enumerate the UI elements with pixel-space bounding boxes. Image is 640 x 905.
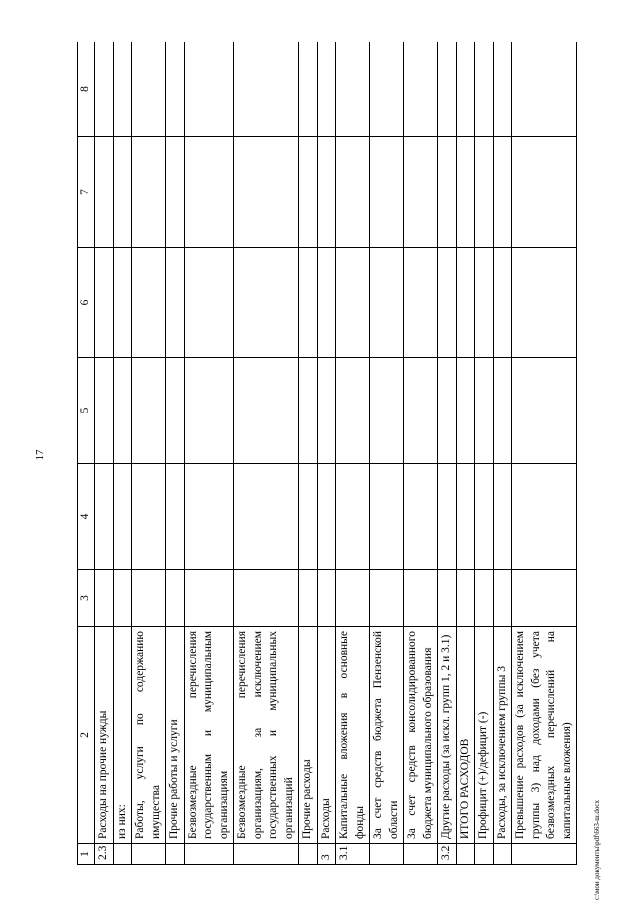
value-cell	[370, 358, 404, 464]
row-number-cell: 3.1	[336, 844, 370, 865]
value-cell	[132, 358, 166, 464]
header-cell: 7	[78, 137, 95, 248]
value-cell	[404, 358, 438, 464]
header-cell: 5	[78, 358, 95, 464]
value-cell	[132, 137, 166, 248]
row-number-cell	[512, 844, 577, 865]
value-cell	[317, 137, 336, 248]
value-cell	[299, 358, 318, 464]
expenses-table	[77, 42, 577, 865]
value-cell	[113, 464, 132, 570]
row-label-cell: Капитальные вложения в основные фонды	[336, 627, 370, 844]
value-cell	[317, 42, 336, 137]
row-number-cell	[456, 844, 475, 865]
header-cell: 3	[78, 570, 95, 627]
value-cell	[184, 137, 234, 248]
value-cell	[475, 137, 494, 248]
value-cell	[475, 42, 494, 137]
value-cell	[512, 248, 577, 358]
table-row	[317, 42, 336, 865]
value-cell	[336, 570, 370, 627]
row-label-cell: Прочие расходы	[299, 627, 318, 844]
table-row	[184, 42, 234, 865]
value-cell	[456, 42, 475, 137]
value-cell	[299, 42, 318, 137]
table-row	[113, 42, 132, 865]
value-cell	[475, 358, 494, 464]
value-cell	[166, 570, 185, 627]
value-cell	[299, 137, 318, 248]
row-number-cell: 2.3	[95, 844, 114, 865]
table-row	[336, 42, 370, 865]
value-cell	[299, 570, 318, 627]
row-label-cell: Прочие работы и услуги	[166, 627, 185, 844]
header-cell: 8	[78, 42, 95, 137]
value-cell	[336, 137, 370, 248]
row-number-cell	[234, 844, 299, 865]
value-cell	[166, 248, 185, 358]
row-label-cell: ИТОГО РАСХОДОВ	[456, 627, 475, 844]
header-cell: 6	[78, 248, 95, 358]
value-cell	[234, 464, 299, 570]
row-label-cell: Безвозмездные перечисления организациям, за исключением государственных и муниципальных организаций	[234, 627, 299, 844]
value-cell	[456, 358, 475, 464]
value-cell	[95, 137, 114, 248]
value-cell	[95, 42, 114, 137]
value-cell	[317, 248, 336, 358]
value-cell	[456, 248, 475, 358]
value-cell	[336, 42, 370, 137]
value-cell	[493, 464, 512, 570]
row-label-cell: За счет средств бюджета Пензенской области	[370, 627, 404, 844]
row-label-cell: Безвозмездные перечисления государственным и муниципальным организациям	[184, 627, 234, 844]
value-cell	[493, 570, 512, 627]
value-cell	[404, 570, 438, 627]
value-cell	[493, 137, 512, 248]
row-number-cell: 3.2	[438, 844, 457, 865]
table-row	[370, 42, 404, 865]
value-cell	[512, 42, 577, 137]
value-cell	[234, 358, 299, 464]
value-cell	[166, 42, 185, 137]
value-cell	[475, 464, 494, 570]
value-cell	[166, 137, 185, 248]
value-cell	[95, 358, 114, 464]
header-cell: 2	[78, 627, 95, 844]
row-number-cell	[493, 844, 512, 865]
value-cell	[234, 137, 299, 248]
rotated-table	[77, 42, 577, 865]
table-row	[404, 42, 438, 865]
value-cell	[438, 42, 457, 137]
value-cell	[132, 464, 166, 570]
value-cell	[113, 248, 132, 358]
value-cell	[132, 570, 166, 627]
header-cell: 1	[78, 844, 95, 865]
value-cell	[299, 464, 318, 570]
row-number-cell	[404, 844, 438, 865]
value-cell	[336, 358, 370, 464]
value-cell	[438, 137, 457, 248]
value-cell	[438, 570, 457, 627]
table-row	[299, 42, 318, 865]
value-cell	[113, 570, 132, 627]
value-cell	[512, 358, 577, 464]
row-number-cell	[370, 844, 404, 865]
value-cell	[370, 42, 404, 137]
row-label-cell: Профицит (+)/дефицит (-)	[475, 627, 494, 844]
table-row	[475, 42, 494, 865]
row-label-cell: из них:	[113, 627, 132, 844]
value-cell	[438, 248, 457, 358]
value-cell	[404, 42, 438, 137]
row-label-cell: Другие расходы (за искл. групп 1, 2 и 3.1)	[438, 627, 457, 844]
value-cell	[184, 248, 234, 358]
value-cell	[317, 464, 336, 570]
row-label-cell: Расходы	[317, 627, 336, 844]
value-cell	[336, 464, 370, 570]
row-label-cell: Расходы на прочие нужды	[95, 627, 114, 844]
value-cell	[404, 137, 438, 248]
row-number-cell	[113, 844, 132, 865]
value-cell	[184, 358, 234, 464]
value-cell	[113, 137, 132, 248]
table-row	[132, 42, 166, 865]
value-cell	[370, 248, 404, 358]
value-cell	[95, 464, 114, 570]
value-cell	[456, 570, 475, 627]
value-cell	[512, 137, 577, 248]
value-cell	[299, 248, 318, 358]
value-cell	[234, 570, 299, 627]
value-cell	[184, 464, 234, 570]
value-cell	[512, 570, 577, 627]
value-cell	[438, 464, 457, 570]
page-number: 17	[34, 449, 46, 461]
value-cell	[166, 358, 185, 464]
row-number-cell	[132, 844, 166, 865]
header-row	[78, 42, 95, 865]
table-row	[493, 42, 512, 865]
value-cell	[404, 248, 438, 358]
row-label-cell: Расходы, за исключением группы 3	[493, 627, 512, 844]
table-row	[512, 42, 577, 865]
value-cell	[370, 570, 404, 627]
table-row	[234, 42, 299, 865]
row-number-cell: 3	[317, 844, 336, 865]
value-cell	[113, 358, 132, 464]
table-container	[77, 42, 577, 865]
value-cell	[404, 464, 438, 570]
value-cell	[475, 248, 494, 358]
table-row	[95, 42, 114, 865]
row-number-cell	[184, 844, 234, 865]
value-cell	[184, 42, 234, 137]
value-cell	[113, 42, 132, 137]
table-row	[166, 42, 185, 865]
value-cell	[438, 358, 457, 464]
value-cell	[95, 570, 114, 627]
value-cell	[493, 358, 512, 464]
row-label-cell: Работы, услуги по содержанию имущества	[132, 627, 166, 844]
row-label-cell: Превышение расходов (за исключением группы 3) над доходами (без учета безвозмездных перечислений на капитальные вложения)	[512, 627, 577, 844]
value-cell	[370, 137, 404, 248]
row-number-cell	[299, 844, 318, 865]
value-cell	[132, 248, 166, 358]
table-row	[456, 42, 475, 865]
value-cell	[493, 248, 512, 358]
value-cell	[132, 42, 166, 137]
value-cell	[512, 464, 577, 570]
value-cell	[456, 464, 475, 570]
value-cell	[475, 570, 494, 627]
row-number-cell	[475, 844, 494, 865]
value-cell	[184, 570, 234, 627]
table-row	[438, 42, 457, 865]
value-cell	[317, 570, 336, 627]
row-number-cell	[166, 844, 185, 865]
footer-file-path: c:\мои документы\pdf\663-ш.docx	[593, 799, 601, 901]
value-cell	[456, 137, 475, 248]
value-cell	[370, 464, 404, 570]
row-label-cell: За счет средств консолидированного бюджета муниципального образования	[404, 627, 438, 844]
value-cell	[493, 42, 512, 137]
value-cell	[95, 248, 114, 358]
value-cell	[336, 248, 370, 358]
value-cell	[234, 248, 299, 358]
value-cell	[234, 42, 299, 137]
value-cell	[317, 358, 336, 464]
header-cell: 4	[78, 464, 95, 570]
value-cell	[166, 464, 185, 570]
